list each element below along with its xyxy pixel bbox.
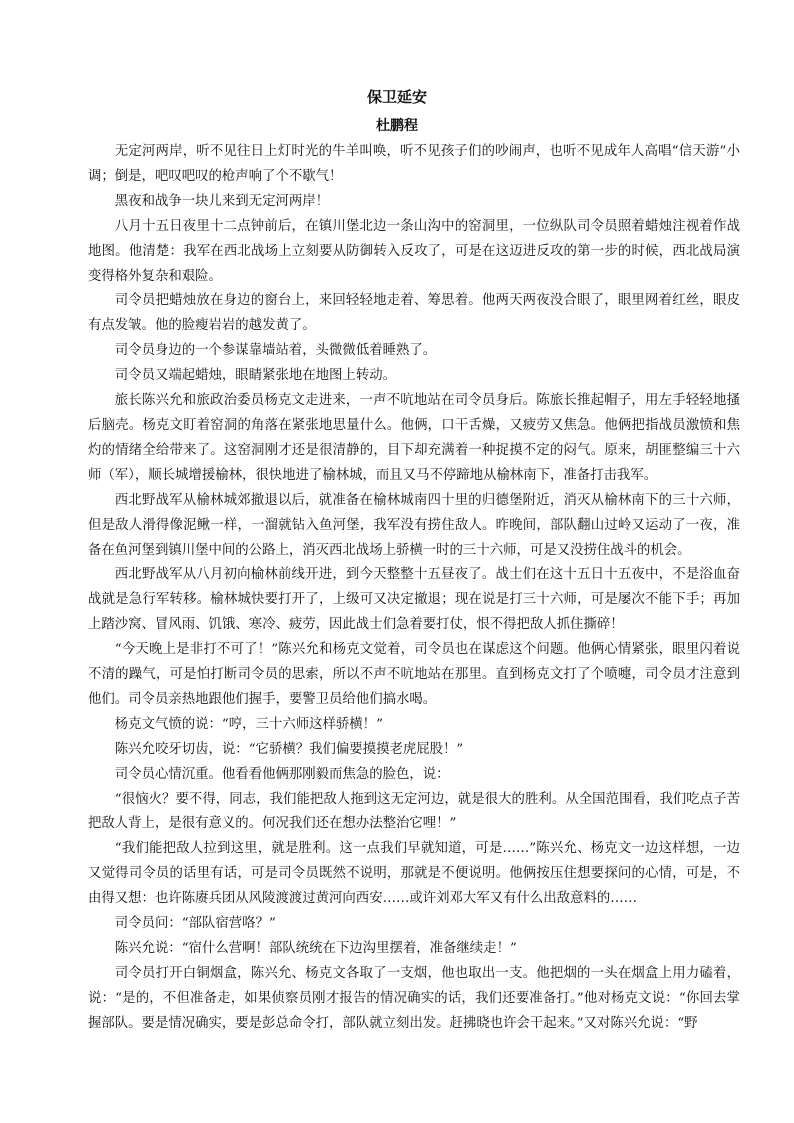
article-title: 保卫延安 xyxy=(366,88,427,106)
paragraph: 司令员心情沉重。他看看他俩那刚毅而焦急的脸色，说： xyxy=(114,766,450,782)
paragraph: 八月十五日夜里十二点钟前后，在镇川堡北边一条山沟中的窑洞里，一位纵队司令员照着蜡烛注视着作战地图。他清楚：我军在西北战场上立刻要从防御转入反攻了，可是在这迈进反攻的第一步的时候，西北战局演变得格外复杂和艰险。 xyxy=(88,218,740,284)
paragraph: 无定河两岸，听不见往日上灯时光的牛羊叫唤，听不见孩子们的吵闹声，也听不见成年人高唱“信天游”小调；倒是，吧叹吧叹的枪声响了个不歇气！ xyxy=(88,144,740,184)
article-author: 杜鹏程 xyxy=(376,118,418,134)
paragraph: 黑夜和战争一块儿来到无定河两岸！ xyxy=(114,193,330,209)
paragraph: 司令员问：“部队宿营咯？” xyxy=(114,916,276,932)
paragraph: 杨克文气愤的说：“哼，三十六师这样骄横！” xyxy=(114,716,383,732)
paragraph: 陈兴允咬牙切齿，说：“它骄横？我们偏要摸摸老虎屁股！” xyxy=(114,741,464,757)
paragraph: 司令员把蜡烛放在身边的窗台上，来回轻轻地走着、筹思着。他两天两夜没合眼了，眼里网着红丝，眼皮有点发皱。他的脸瘦岩岩的越发黄了。 xyxy=(88,293,740,334)
paragraph: 西北野战军从榆林城郊撤退以后，就准备在榆林城南四十里的归德堡附近，消灭从榆林南下的三十六师，但是敌人滑得像泥鳅一样，一溜就钻入鱼河堡，我军没有捞住敌人。昨晚间，部队翻山过岭又运动了一夜，准备在鱼河堡到镇川堡中间的公路上，消灭西北战场上骄横一时的三十六师，可是又没捞住战斗的机会。 xyxy=(88,492,740,558)
paragraph: “很恼火？要不得，同志，我们能把敌人拖到这无定河边，就是很大的胜利。从全国范围看，我们吃点子苦把敌人背上，是很有意义的。何况我们还在想办法整治它哩！” xyxy=(88,791,740,832)
paragraph: 司令员打开白铜烟盒，陈兴允、杨克文各取了一支烟，他也取出一支。他把烟的一头在烟盒上用力磕着，说：“是的，不但准备走，如果侦察员刚才报告的情况确实的话，我们还要准备打。”他对杨克文说：“你回去掌握部队。要是情况确实，要是彭总命令打，部队就立刻出发。赶拂晓也许会干起来。”又对陈兴允说：“野 xyxy=(88,965,740,1031)
paragraph: 旅长陈兴允和旅政治委员杨克文走进来，一声不吭地站在司令员身后。陈旅长推起帽子，用左手轻轻地搔后脑壳。杨克文盯着窑洞的角落在紧张地思量什么。他俩，口干舌燥，又疲劳又焦急。他俩把指战员激愤和焦灼的情绪全给带来了。这窑洞刚才还是很清静的，目下却充满着一种捉摸不定的闷气。原来，胡匪整编三十六师（军），顺长城增援榆林，很快地进了榆林城，而且又马不停蹄地从榆林南下，准备打击我军。 xyxy=(88,393,740,483)
paragraph: 西北野战军从八月初向榆林前线开进，到今天整整十五昼夜了。战士们在这十五日十五夜中，不是浴血奋战就是急行军转移。榆林城快要打开了，上级可又决定撤退；现在说是打三十六师，可是屡次不能下手；再加上踏沙窝、冒风雨、饥饿、寒冷、疲劳，因此战士们急着要打仗，恨不得把敌人抓住撕碎！ xyxy=(88,567,740,633)
paragraph: 司令员身边的一个参谋靠墙站着，头微微低着睡熟了。 xyxy=(114,343,437,359)
paragraph: 司令员又端起蜡烛，眼睛紧张地在地图上转动。 xyxy=(114,368,396,384)
article-body xyxy=(88,140,740,1037)
paragraph: “我们能把敌人拉到这里，就是胜利。这一点我们早就知道，可是……”陈兴允、杨克文一边这样想，一边又觉得司令员的话里有话，可是司令员既然不说明，那就是不便说明。他俩按压住想要探问的心情，可是，不由得又想：也许陈赓兵团从风陵渡渡过黄河向西安……或许刘邓大军又有什么出敌意料的…… xyxy=(88,841,740,907)
paragraph: 陈兴允说：“宿什么营啊！部队统统在下边沟里摆着，准备继续走！” xyxy=(114,941,517,956)
paragraph: “今天晚上是非打不可了！”陈兴允和杨克文觉着，司令员也在谋虑这个问题。他俩心情紧张，眼里闪着说不清的躁气，可是怕打断司令员的思索，所以不声不吭地站在那里。直到杨克文打了个喷嚏，司令员才注意到他们。司令员亲热地跟他们握手，要警卫员给他们搞水喝。 xyxy=(88,642,740,707)
